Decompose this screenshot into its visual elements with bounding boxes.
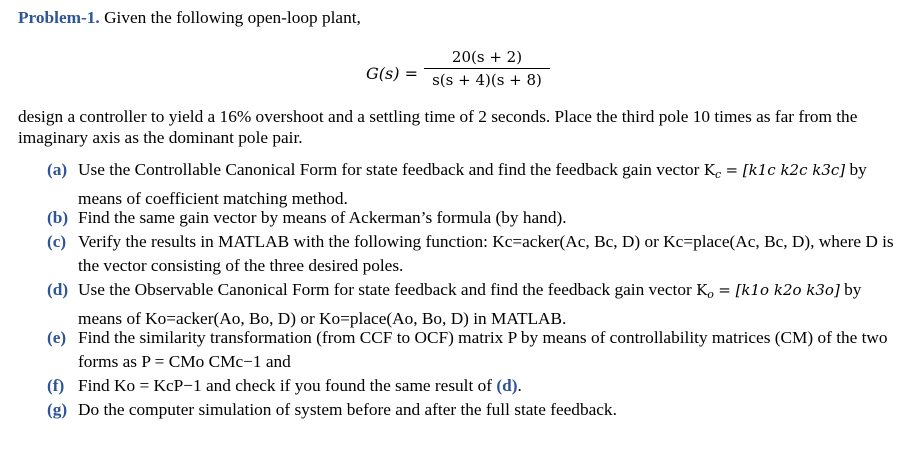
list-item (47, 326, 897, 374)
list-item (47, 206, 897, 230)
gain-symbol: $K_o$ (696, 281, 714, 301)
item-label: (d) (47, 280, 69, 299)
gain-vector: = [k1c k2c k3c] (725, 161, 846, 179)
transfer-function-equation (366, 48, 566, 98)
item-text: Find Ko = KcP−1 and check if you found the same result of (78, 376, 492, 395)
equation-fraction (424, 48, 550, 89)
item-text: Use the Controllable Canonical Form for state feedback and find the feedback gain vector (78, 160, 700, 179)
design-specification: design a controller to yield a 16% overshoot and a settling time of 2 seconds. Place the third pole 10 times as far from the imaginary axis as the dominant pole pair. (18, 107, 858, 147)
item-text: Find the similarity transformation (from CCF to OCF) matrix P by means of controllability matrices (CM) of the two forms as P = CMo CMc−1 and (78, 328, 888, 371)
list-item (47, 230, 897, 278)
item-label: (c) (47, 232, 67, 251)
list-item (47, 398, 897, 422)
item-text-continued: by means of coefficient matching method. (78, 160, 867, 208)
item-text: Find the same gain vector by means of Ackerman’s formula (by hand). (78, 208, 567, 227)
problem-intro: Given the following open-loop plant, (104, 8, 361, 27)
item-label: (a) (47, 160, 68, 179)
item-text-continued: by means of Ko=acker(Ao, Bo, D) or Ko=place(Ao, Bo, D) in MATLAB. (78, 280, 862, 328)
gain-symbol: $K_c$ (703, 161, 722, 181)
item-label: (g) (47, 400, 68, 419)
item-text: Use the Observable Canonical Form for state feedback and find the feedback gain vector (78, 280, 692, 299)
gain-vector: = [k1o k2o k3o] (718, 281, 840, 299)
equation-numerator: 20(s + 2) (424, 48, 550, 69)
list-item (47, 374, 897, 398)
problem-heading (18, 8, 361, 28)
list-item (47, 158, 897, 211)
item-label: (e) (47, 328, 67, 347)
list-item (47, 278, 897, 331)
item-label: (b) (47, 208, 69, 227)
item-text: Do the computer simulation of system before and after the full state feedback. (78, 400, 617, 419)
equation-denominator: s(s + 4)(s + 8) (432, 71, 542, 89)
item-label: (f) (47, 376, 65, 395)
item-text-end: . (517, 376, 522, 395)
equation-lhs: G(s) = (366, 64, 418, 83)
problem-label: Problem-1. (18, 8, 100, 27)
item-reference: (d) (496, 376, 518, 395)
item-text: Verify the results in MATLAB with the following function: Kc=acker(Ac, Bc, D) or Kc=place(Ac, Bc, D), where D is the vector consisting of the three desired poles. (78, 232, 894, 275)
